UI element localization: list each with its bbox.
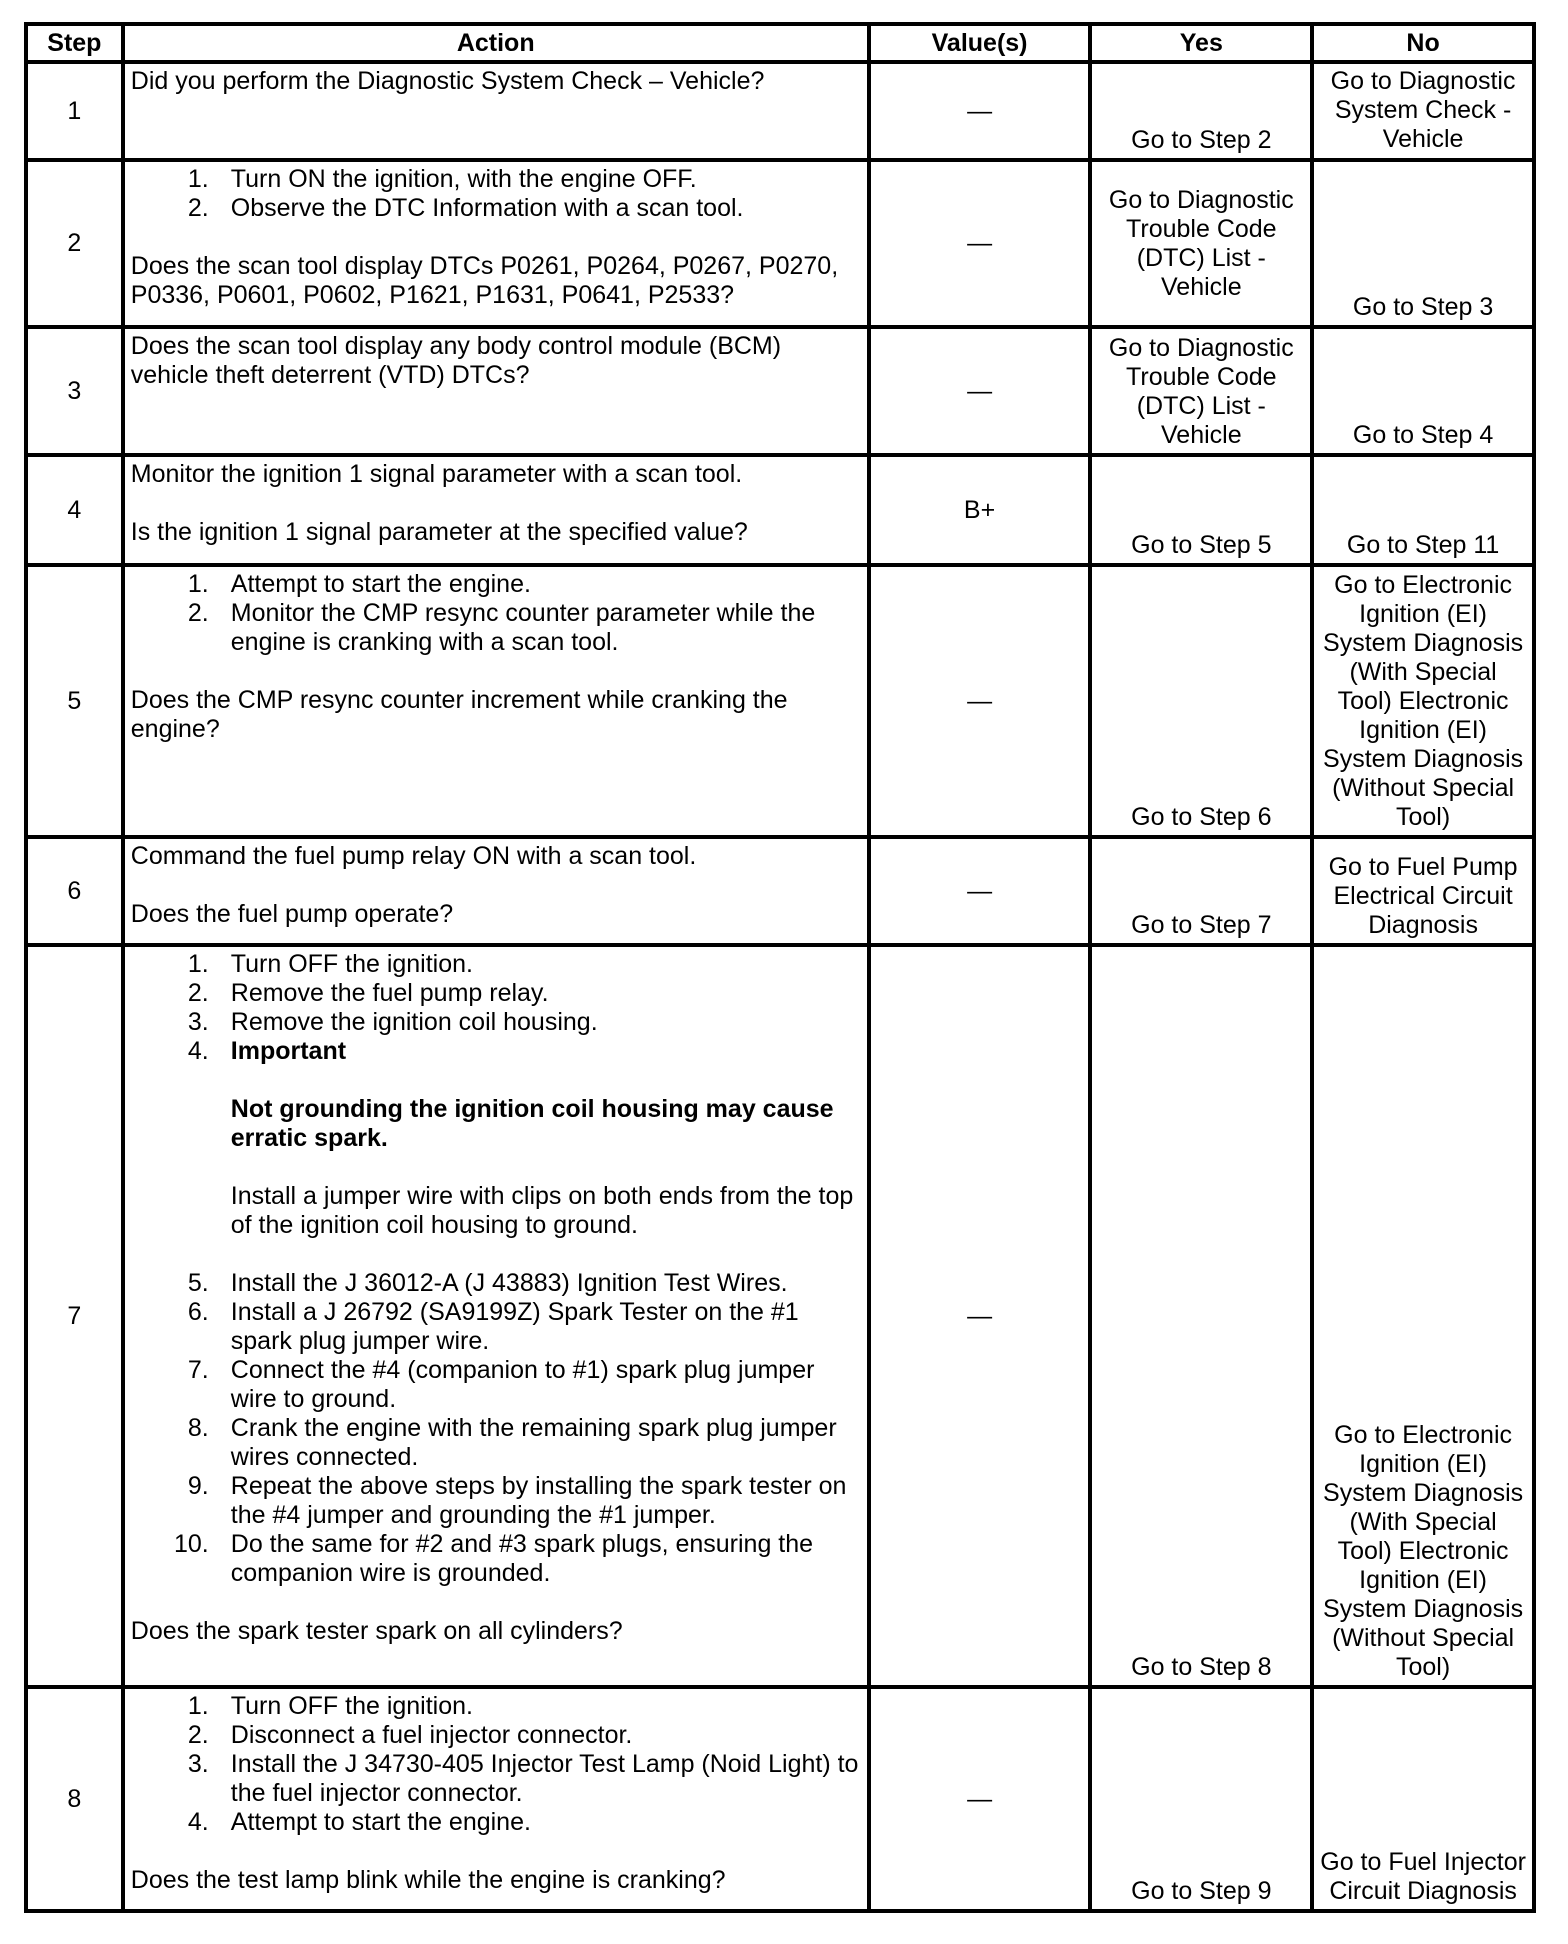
list-item: 6. Install a J 26792 (SA9199Z) Spark Tester on the #1 spark plug jumper wire. — [187, 1298, 799, 1355]
no-cell: Go to Step 11 — [1312, 455, 1534, 565]
important-note: Not grounding the ignition coil housing may cause erratic spark. — [230, 1095, 834, 1152]
action-question: Is the ignition 1 signal parameter at the specified value? — [130, 518, 748, 546]
yes-cell: Go to Step 2 — [1090, 62, 1312, 160]
table-row — [26, 327, 1534, 455]
action-question: Does the CMP resync counter increment while cranking the engine? — [130, 686, 788, 743]
step-number: 5 — [26, 565, 123, 837]
no-cell: Go to Fuel Injector Circuit Diagnosis — [1312, 1687, 1534, 1911]
action-cell — [123, 62, 869, 160]
action-question: Did you perform the Diagnostic System Check – Vehicle? — [130, 67, 765, 95]
value-cell: — — [869, 565, 1091, 837]
important-text: Install a jumper wire with clips on both ends from the top of the ignition coil housing to ground. — [230, 1182, 854, 1239]
step-number: 7 — [26, 945, 123, 1687]
action-question: Does the scan tool display any body control module (BCM) vehicle theft deterrent (VTD) DTCs? — [130, 332, 782, 389]
action-cell — [123, 837, 869, 945]
action-question: Does the fuel pump operate? — [130, 900, 454, 928]
value-cell: — — [869, 837, 1091, 945]
list-item: 9. Repeat the above steps by installing the spark tester on the #4 jumper and grounding the #1 jumper. — [187, 1472, 847, 1529]
list-item: 1. Attempt to start the engine. — [187, 570, 531, 598]
action-cell — [123, 160, 869, 327]
action-question: Does the spark tester spark on all cylinders? — [130, 1617, 623, 1645]
yes-cell: Go to Step 9 — [1090, 1687, 1312, 1911]
action-cell — [123, 455, 869, 565]
action-steps-list — [131, 1692, 861, 1837]
table-row — [26, 837, 1534, 945]
action-cell — [123, 327, 869, 455]
header-no: No — [1312, 24, 1534, 62]
value-cell: — — [869, 1687, 1091, 1911]
value-cell: — — [869, 945, 1091, 1687]
important-heading: Important — [230, 1037, 347, 1065]
value-cell: — — [869, 160, 1091, 327]
step-number: 6 — [26, 837, 123, 945]
value-cell: — — [869, 327, 1091, 455]
action-cell — [123, 1687, 869, 1911]
list-item: 4. Attempt to start the engine. — [187, 1808, 531, 1836]
table-row — [26, 62, 1534, 160]
table-row — [26, 160, 1534, 327]
list-item: 2. Remove the fuel pump relay. — [187, 979, 549, 1007]
step-number: 4 — [26, 455, 123, 565]
yes-cell: Go to Step 7 — [1090, 837, 1312, 945]
action-instruction: Command the fuel pump relay ON with a scan tool. — [130, 842, 697, 870]
no-cell: Go to Fuel Pump Electrical Circuit Diagnosis — [1312, 837, 1534, 945]
header-row — [26, 24, 1534, 62]
header-step: Step — [26, 24, 123, 62]
list-item: 2. Observe the DTC Information with a scan tool. — [187, 194, 744, 222]
list-item: 8. Crank the engine with the remaining spark plug jumper wires connected. — [187, 1414, 837, 1471]
list-item: 2. Monitor the CMP resync counter parameter while the engine is cranking with a scan tool. — [187, 599, 816, 656]
table-row — [26, 455, 1534, 565]
action-question: Does the scan tool display DTCs P0261, P0264, P0267, P0270, P0336, P0601, P0602, P1621, P1631, P0641, P2533? — [130, 252, 839, 309]
list-item: 1. Turn OFF the ignition. — [187, 1692, 473, 1720]
action-cell — [123, 945, 869, 1687]
no-cell: Go to Step 4 — [1312, 327, 1534, 455]
step-number: 2 — [26, 160, 123, 327]
yes-cell: Go to Diagnostic Trouble Code (DTC) List - Vehicle — [1090, 160, 1312, 327]
no-cell: Go to Electronic Ignition (EI) System Diagnosis (With Special Tool) Electronic Ignition (EI) System Diagnosis (Without Special Tool) — [1312, 945, 1534, 1687]
yes-cell: Go to Step 8 — [1090, 945, 1312, 1687]
header-yes: Yes — [1090, 24, 1312, 62]
list-item: 7. Connect the #4 (companion to #1) spark plug jumper wire to ground. — [187, 1356, 815, 1413]
action-cell — [123, 565, 869, 837]
list-item: 1. Turn OFF the ignition. — [187, 950, 473, 978]
step-number: 1 — [26, 62, 123, 160]
action-steps-list — [131, 570, 861, 657]
list-item: 4. Important Not grounding the ignition coil housing may cause erratic spark. Install a jumper wire with clips on both ends from the top of the ignition coil housing to ground. — [131, 1037, 861, 1269]
list-item: 2. Disconnect a fuel injector connector. — [187, 1721, 633, 1749]
yes-cell: Go to Step 5 — [1090, 455, 1312, 565]
list-item: 1. Turn ON the ignition, with the engine OFF. — [187, 165, 697, 193]
list-item: 3. Install the J 34730-405 Injector Test Lamp (Noid Light) to the fuel injector connector. — [187, 1750, 859, 1807]
header-values: Value(s) — [869, 24, 1091, 62]
action-steps-list — [131, 165, 861, 223]
yes-cell: Go to Step 6 — [1090, 565, 1312, 837]
action-steps-list — [131, 950, 861, 1588]
no-cell: Go to Electronic Ignition (EI) System Diagnosis (With Special Tool) Electronic Ignition (EI) System Diagnosis (Without Special Tool) — [1312, 565, 1534, 837]
table-row — [26, 945, 1534, 1687]
list-item: 10. Do the same for #2 and #3 spark plugs, ensuring the companion wire is grounded. — [174, 1530, 814, 1587]
step-number: 3 — [26, 327, 123, 455]
no-cell: Go to Step 3 — [1312, 160, 1534, 327]
header-action: Action — [123, 24, 869, 62]
no-cell: Go to Diagnostic System Check - Vehicle — [1312, 62, 1534, 160]
list-item: 5. Install the J 36012-A (J 43883) Ignition Test Wires. — [187, 1269, 788, 1297]
step-number: 8 — [26, 1687, 123, 1911]
table-row — [26, 1687, 1534, 1911]
action-instruction: Monitor the ignition 1 signal parameter with a scan tool. — [130, 460, 743, 488]
list-item: 3. Remove the ignition coil housing. — [187, 1008, 598, 1036]
diagnostic-table — [24, 22, 1536, 1913]
value-cell: — — [869, 62, 1091, 160]
action-question: Does the test lamp blink while the engine is cranking? — [130, 1866, 726, 1894]
value-cell: B+ — [869, 455, 1091, 565]
yes-cell: Go to Diagnostic Trouble Code (DTC) List - Vehicle — [1090, 327, 1312, 455]
table-row — [26, 565, 1534, 837]
